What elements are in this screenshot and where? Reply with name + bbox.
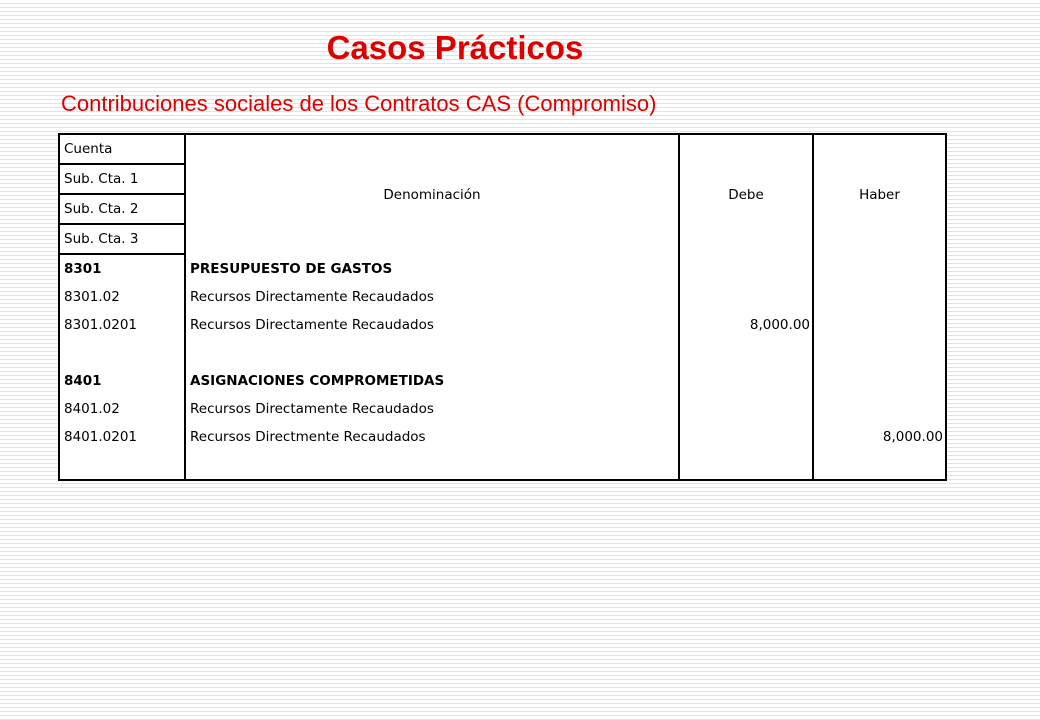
cell-cuenta: 8401 bbox=[59, 367, 185, 395]
cell-haber bbox=[813, 283, 946, 311]
table-row bbox=[59, 423, 946, 451]
cell-cuenta: 8301.02 bbox=[59, 283, 185, 311]
cell-haber bbox=[813, 395, 946, 423]
cell-denominacion: PRESUPUESTO DE GASTOS bbox=[185, 254, 679, 283]
cell-haber bbox=[813, 254, 946, 283]
table-row bbox=[59, 367, 946, 395]
header-debe: Debe bbox=[679, 134, 813, 254]
cell-debe bbox=[679, 423, 813, 451]
cell-debe bbox=[679, 254, 813, 283]
header-sub-cta-2: Sub. Cta. 2 bbox=[59, 194, 185, 224]
accounting-table bbox=[58, 133, 947, 481]
cell-debe bbox=[679, 395, 813, 423]
cell-denominacion: ASIGNACIONES COMPROMETIDAS bbox=[185, 367, 679, 395]
cell-haber bbox=[813, 311, 946, 339]
cell-haber: 8,000.00 bbox=[813, 423, 946, 451]
cell-denominacion bbox=[185, 451, 679, 480]
table-row bbox=[59, 254, 946, 283]
cell-cuenta bbox=[59, 339, 185, 367]
cell-denominacion: Recursos Directamente Recaudados bbox=[185, 283, 679, 311]
cell-denominacion bbox=[185, 339, 679, 367]
cell-cuenta: 8401.02 bbox=[59, 395, 185, 423]
header-sub-cta-3: Sub. Cta. 3 bbox=[59, 224, 185, 254]
header-haber: Haber bbox=[813, 134, 946, 254]
cell-debe bbox=[679, 339, 813, 367]
cell-denominacion: Recursos Directamente Recaudados bbox=[185, 311, 679, 339]
header-denominacion: Denominación bbox=[185, 134, 679, 254]
table-row bbox=[59, 395, 946, 423]
cell-debe: 8,000.00 bbox=[679, 311, 813, 339]
cell-cuenta: 8301 bbox=[59, 254, 185, 283]
cell-denominacion: Recursos Directamente Recaudados bbox=[185, 395, 679, 423]
cell-haber bbox=[813, 339, 946, 367]
header-sub-cta-1: Sub. Cta. 1 bbox=[59, 164, 185, 194]
cell-haber bbox=[813, 367, 946, 395]
table-row bbox=[59, 283, 946, 311]
cell-cuenta bbox=[59, 451, 185, 480]
page-title: Casos Prácticos bbox=[326, 29, 584, 66]
cell-cuenta: 8301.0201 bbox=[59, 311, 185, 339]
cell-debe bbox=[679, 283, 813, 311]
page-subtitle: Contribuciones sociales de los Contratos CAS (Compromiso) bbox=[61, 91, 657, 116]
table-row bbox=[59, 311, 946, 339]
cell-cuenta: 8401.0201 bbox=[59, 423, 185, 451]
header-cuenta: Cuenta bbox=[59, 134, 185, 164]
cell-denominacion: Recursos Directmente Recaudados bbox=[185, 423, 679, 451]
cell-debe bbox=[679, 451, 813, 480]
header-row bbox=[59, 134, 946, 164]
cell-haber bbox=[813, 451, 946, 480]
table-row bbox=[59, 451, 946, 480]
table-row bbox=[59, 339, 946, 367]
cell-debe bbox=[679, 367, 813, 395]
